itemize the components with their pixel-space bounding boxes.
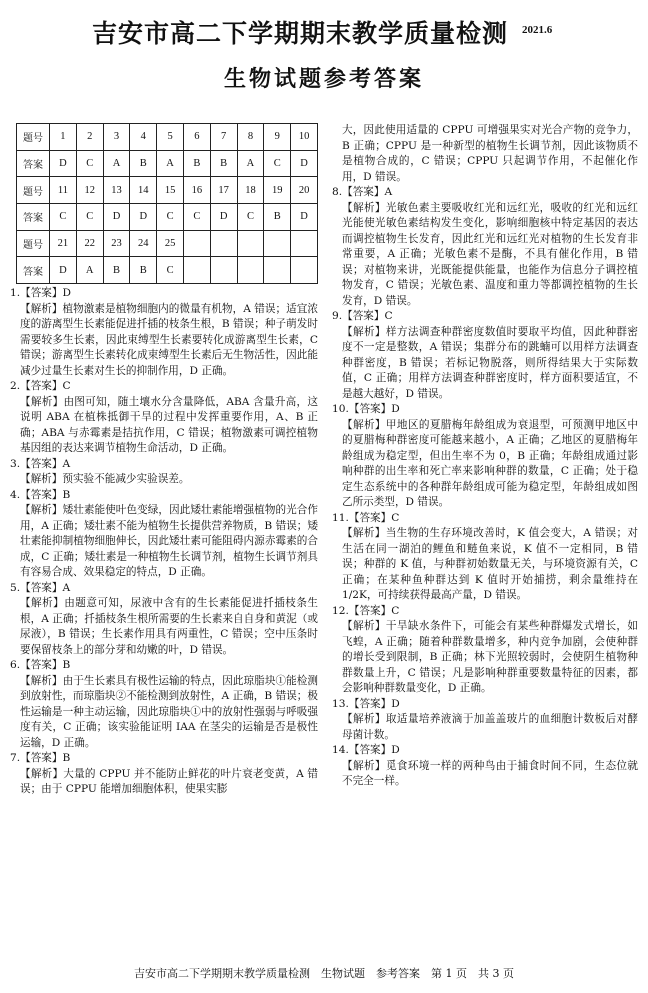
question-number-cell: 1 — [50, 124, 77, 151]
question-number-cell — [291, 230, 318, 257]
answer-cell: D — [103, 204, 130, 231]
question-number-cell: 21 — [50, 230, 77, 257]
answer-heading: 2.【答案】C — [10, 380, 71, 392]
answer-cell: C — [50, 204, 77, 231]
answer-cell: B — [210, 150, 237, 177]
answer-cell: B — [130, 150, 157, 177]
question-number-row — [17, 124, 318, 151]
question-number-cell — [237, 230, 264, 257]
answer-heading: 8.【答案】A — [332, 186, 393, 198]
answer-cell: A — [103, 150, 130, 177]
answer-cell: B — [183, 150, 210, 177]
question-number-cell: 17 — [210, 177, 237, 204]
question-number-row-label: 题号 — [17, 230, 50, 257]
question-number-cell: 10 — [291, 124, 318, 151]
answer-cell: D — [50, 257, 77, 284]
answer-cell: D — [50, 150, 77, 177]
answer-heading: 5.【答案】A — [10, 581, 71, 594]
answer-row-label: 答案 — [17, 257, 50, 284]
question-number-cell: 8 — [237, 124, 264, 151]
answer-row — [17, 204, 318, 231]
explanation-paragraph: 【解析】预实验不能减少实验误差。 — [20, 473, 190, 485]
exam-date: 2021.6 — [522, 24, 553, 36]
explanation-paragraph: 【解析】由于生长素具有极性运输的特点，因此琼脂块①能检测到放射性，而琼脂块②不能检测到放射性，A 正确，B 错误；极性运输是一种主动运输，因此琼脂块①中的放射性强弱与呼吸强度有关，C 正确；该实验能证明 IAA 在茎尖的运输是否是极性运输，D 正确。 — [20, 674, 318, 749]
page-title: 吉安市高二下学期期末教学质量检测 — [92, 19, 509, 48]
explanation-paragraph: 【解析】干旱缺水条件下，可能会有某些种群爆发式增长，如飞蝗，A 正确；随着种群数量增多，种内竞争加剧，会使种群的增长受到限制，B 正确；林下光照较弱时，会使阴生植物种群数量上升，C 错误；凡是影响种群重要数量特征的因素，都会影响种群数量变化，D 正确。 — [342, 620, 638, 694]
explanation-paragraph: 【解析】由图可知，随土壤水分含量降低，ABA 含量升高，这说明 ABA 在植株抵御干旱的过程中发挥重要作用，A、B 正确；ABA 与赤霉素是拮抗作用，C 错误；植物激素可调控植物基因组的表达来调节植物生命活动，D 正确。 — [20, 395, 318, 454]
answer-heading: 1.【答案】D — [10, 287, 71, 299]
explanation-paragraph: 【解析】取适量培养液滴于加盖盖玻片的血细胞计数板后对酵母菌计数。 — [342, 713, 638, 741]
question-number-row-label: 题号 — [17, 177, 50, 204]
answer-heading: 4.【答案】B — [10, 488, 71, 501]
explanation-paragraph: 【解析】觅食环境一样的两种鸟由于捕食时间不同，生态位就不完全一样。 — [342, 759, 638, 787]
answer-cell: D — [210, 204, 237, 231]
answer-cell: C — [76, 150, 103, 177]
question-number-cell: 5 — [157, 124, 184, 151]
answer-cell: A — [237, 150, 264, 177]
explanation-paragraph: 【解析】样方法调查种群密度数值时要取平均值，因此种群密度不一定是整数，A 错误；集群分布的跳蝻可以用样方法调查种群密度，B 错误；若标记物脱落，则所得结果大于实际数值，C 正确；用样方法调查种群密度时，样方面积要适宜，不是越大越好，D 错误。 — [342, 325, 638, 400]
left-column — [10, 286, 318, 798]
question-number-row — [17, 177, 318, 204]
answer-heading: 9.【答案】C — [332, 310, 393, 322]
explanation-paragraph: 【解析】矮壮素能使叶色变绿，因此矮壮素能增强植物的光合作用，A 正确；矮壮素不能为植物生长提供营养物质，B 错误；矮壮素能抑制植物细胞伸长，因此矮壮素可能阻碍内源赤霉素的合成，C 正确；矮壮素是一种植物生长调节剂，植物生长调节剂具有容易合成、效果稳定的特点，D 正确。 — [20, 504, 318, 578]
question-number-cell: 24 — [130, 230, 157, 257]
question-number-cell: 4 — [130, 124, 157, 151]
answer-cell: C — [183, 204, 210, 231]
question-number-cell: 22 — [76, 230, 103, 257]
explanation-paragraph: 【解析】光敏色素主要吸收红光和远红光，吸收的红光和远红光能使光敏色素结构发生变化，影响细胞核中特定基因的表达而调控植物生长发育，因此红光和远红光对植物的生长发育非常重要，A 正确；光敏色素不是酶，不具有催化作用，B 错误；对植物来讲，光既能提供能量，也能作为信息分子调控植物发育，C 错误；光敏色素、温度和重力等都调控植物的生长发育，D 错误。 — [342, 201, 638, 307]
answer-heading: 12.【答案】C — [332, 604, 400, 617]
answer-table — [16, 123, 318, 284]
question-number-cell: 6 — [183, 124, 210, 151]
answer-cell — [210, 257, 237, 284]
question-number-row — [17, 230, 318, 257]
answer-cell: B — [103, 257, 130, 284]
answer-heading: 7.【答案】B — [10, 752, 71, 764]
explanation-paragraph: 【解析】植物激素是植物细胞内的微量有机物，A 错误；适宜浓度的游离型生长素能促进扦插的枝条生根，B 错误；种子萌发时需要较多生长素，因此束缚型生长素要转化成游离型生长素，C 错误；游离型生长素转化成束缚型生长素后无生物活性，因此能减少过量生长素对生长的抑制作用，D 正确。 — [20, 302, 318, 377]
page-footer: 吉安市高二下学期期末教学质量检测 生物试题 参考答案 第 1 页 共 3 页 — [134, 967, 514, 980]
question-number-cell: 20 — [291, 177, 318, 204]
answer-cell — [183, 257, 210, 284]
question-number-cell: 13 — [103, 177, 130, 204]
question-number-cell: 2 — [76, 124, 103, 151]
answer-heading: 14.【答案】D — [332, 744, 400, 756]
answer-heading: 13.【答案】D — [332, 697, 400, 710]
answer-cell: C — [237, 204, 264, 231]
answer-cell: C — [264, 150, 291, 177]
question-number-cell: 3 — [103, 124, 130, 151]
question-number-cell — [210, 230, 237, 257]
question-number-cell: 12 — [76, 177, 103, 204]
answer-row-label: 答案 — [17, 204, 50, 231]
answer-row-label: 答案 — [17, 150, 50, 177]
answer-cell: D — [130, 204, 157, 231]
question-number-cell: 16 — [183, 177, 210, 204]
explanation-paragraph: 【解析】由题意可知，尿液中含有的生长素能促进扦插枝条生根，A 正确；扦插枝条生根所需要的生长素来自自身和黄泥（或尿液），B 错误；生长素作用具有两重性，C 错误；空中压条时要保留枝条上的部分芽和幼嫩的叶，D 错误。 — [20, 597, 318, 656]
question-number-cell: 23 — [103, 230, 130, 257]
question-number-cell: 15 — [157, 177, 184, 204]
answer-cell — [237, 257, 264, 284]
question-number-cell — [183, 230, 210, 257]
answer-cell: D — [291, 204, 318, 231]
answer-heading: 3.【答案】A — [10, 457, 71, 470]
answer-heading: 大，因此使用适量的 CPPU 可增强果实对光合产物的竞争力，B 正确；CPPU 是一种新型的植物生长调节剂，因此该物质不是植物合成的，C 错误；CPPU 只起调节作用，不起催化作用，D 错误。 — [342, 124, 638, 183]
question-number-cell: 25 — [157, 230, 184, 257]
explanation-paragraph: 【解析】大量的 CPPU 并不能防止鲜花的叶片衰老变黄，A 错误；由于 CPPU 能增加细胞体积，使果实膨 — [20, 767, 318, 795]
question-number-cell: 9 — [264, 124, 291, 151]
question-number-cell: 14 — [130, 177, 157, 204]
answer-cell: C — [157, 257, 184, 284]
answer-heading: 6.【答案】B — [10, 659, 71, 671]
right-column — [332, 123, 638, 790]
answer-row — [17, 257, 318, 284]
answer-cell — [264, 257, 291, 284]
explanation-paragraph: 【解析】甲地区的夏腊梅年龄组成为衰退型，可预测甲地区中的夏腊梅种群密度可能越来越小，A 正确；乙地区的夏腊梅年龄组成为稳定型，但出生率不为 0，B 正确；年龄组成通过影响种群的出生率和死亡率来影响种群的数量，C 正确；处于稳定生态系统中的各种群年龄组成可能为稳定型，年龄组成如图乙所示类型，D 错误。 — [342, 418, 638, 508]
answer-heading: 10.【答案】D — [332, 403, 400, 415]
answer-row — [17, 150, 318, 177]
answer-cell: C — [76, 204, 103, 231]
answer-cell: D — [291, 150, 318, 177]
answer-cell: C — [157, 204, 184, 231]
question-number-cell: 7 — [210, 124, 237, 151]
page-subtitle: 生物试题参考答案 — [223, 67, 424, 92]
question-number-cell: 11 — [50, 177, 77, 204]
explanation-paragraph: 【解析】当生物的生存环境改善时，K 值会变大，A 错误；对生活在同一湖泊的鲤鱼和鲢鱼来说，K 值不一定相同，B 错误；种群的 K 值，与种群初始数量无关，与环境资源有关，C 正确；在某种鱼种群达到 K 值时开始捕捞，剩余量维持在 1/2K，可持续获得最高产量，D 错误。 — [342, 527, 638, 601]
question-number-cell: 18 — [237, 177, 264, 204]
question-number-row-label: 题号 — [17, 124, 50, 151]
answer-cell: B — [130, 257, 157, 284]
answer-heading: 11.【答案】C — [332, 511, 400, 524]
question-number-cell: 19 — [264, 177, 291, 204]
answer-cell: A — [76, 257, 103, 284]
answer-cell: B — [264, 204, 291, 231]
answer-cell: A — [157, 150, 184, 177]
answer-cell — [291, 257, 318, 284]
question-number-cell — [264, 230, 291, 257]
